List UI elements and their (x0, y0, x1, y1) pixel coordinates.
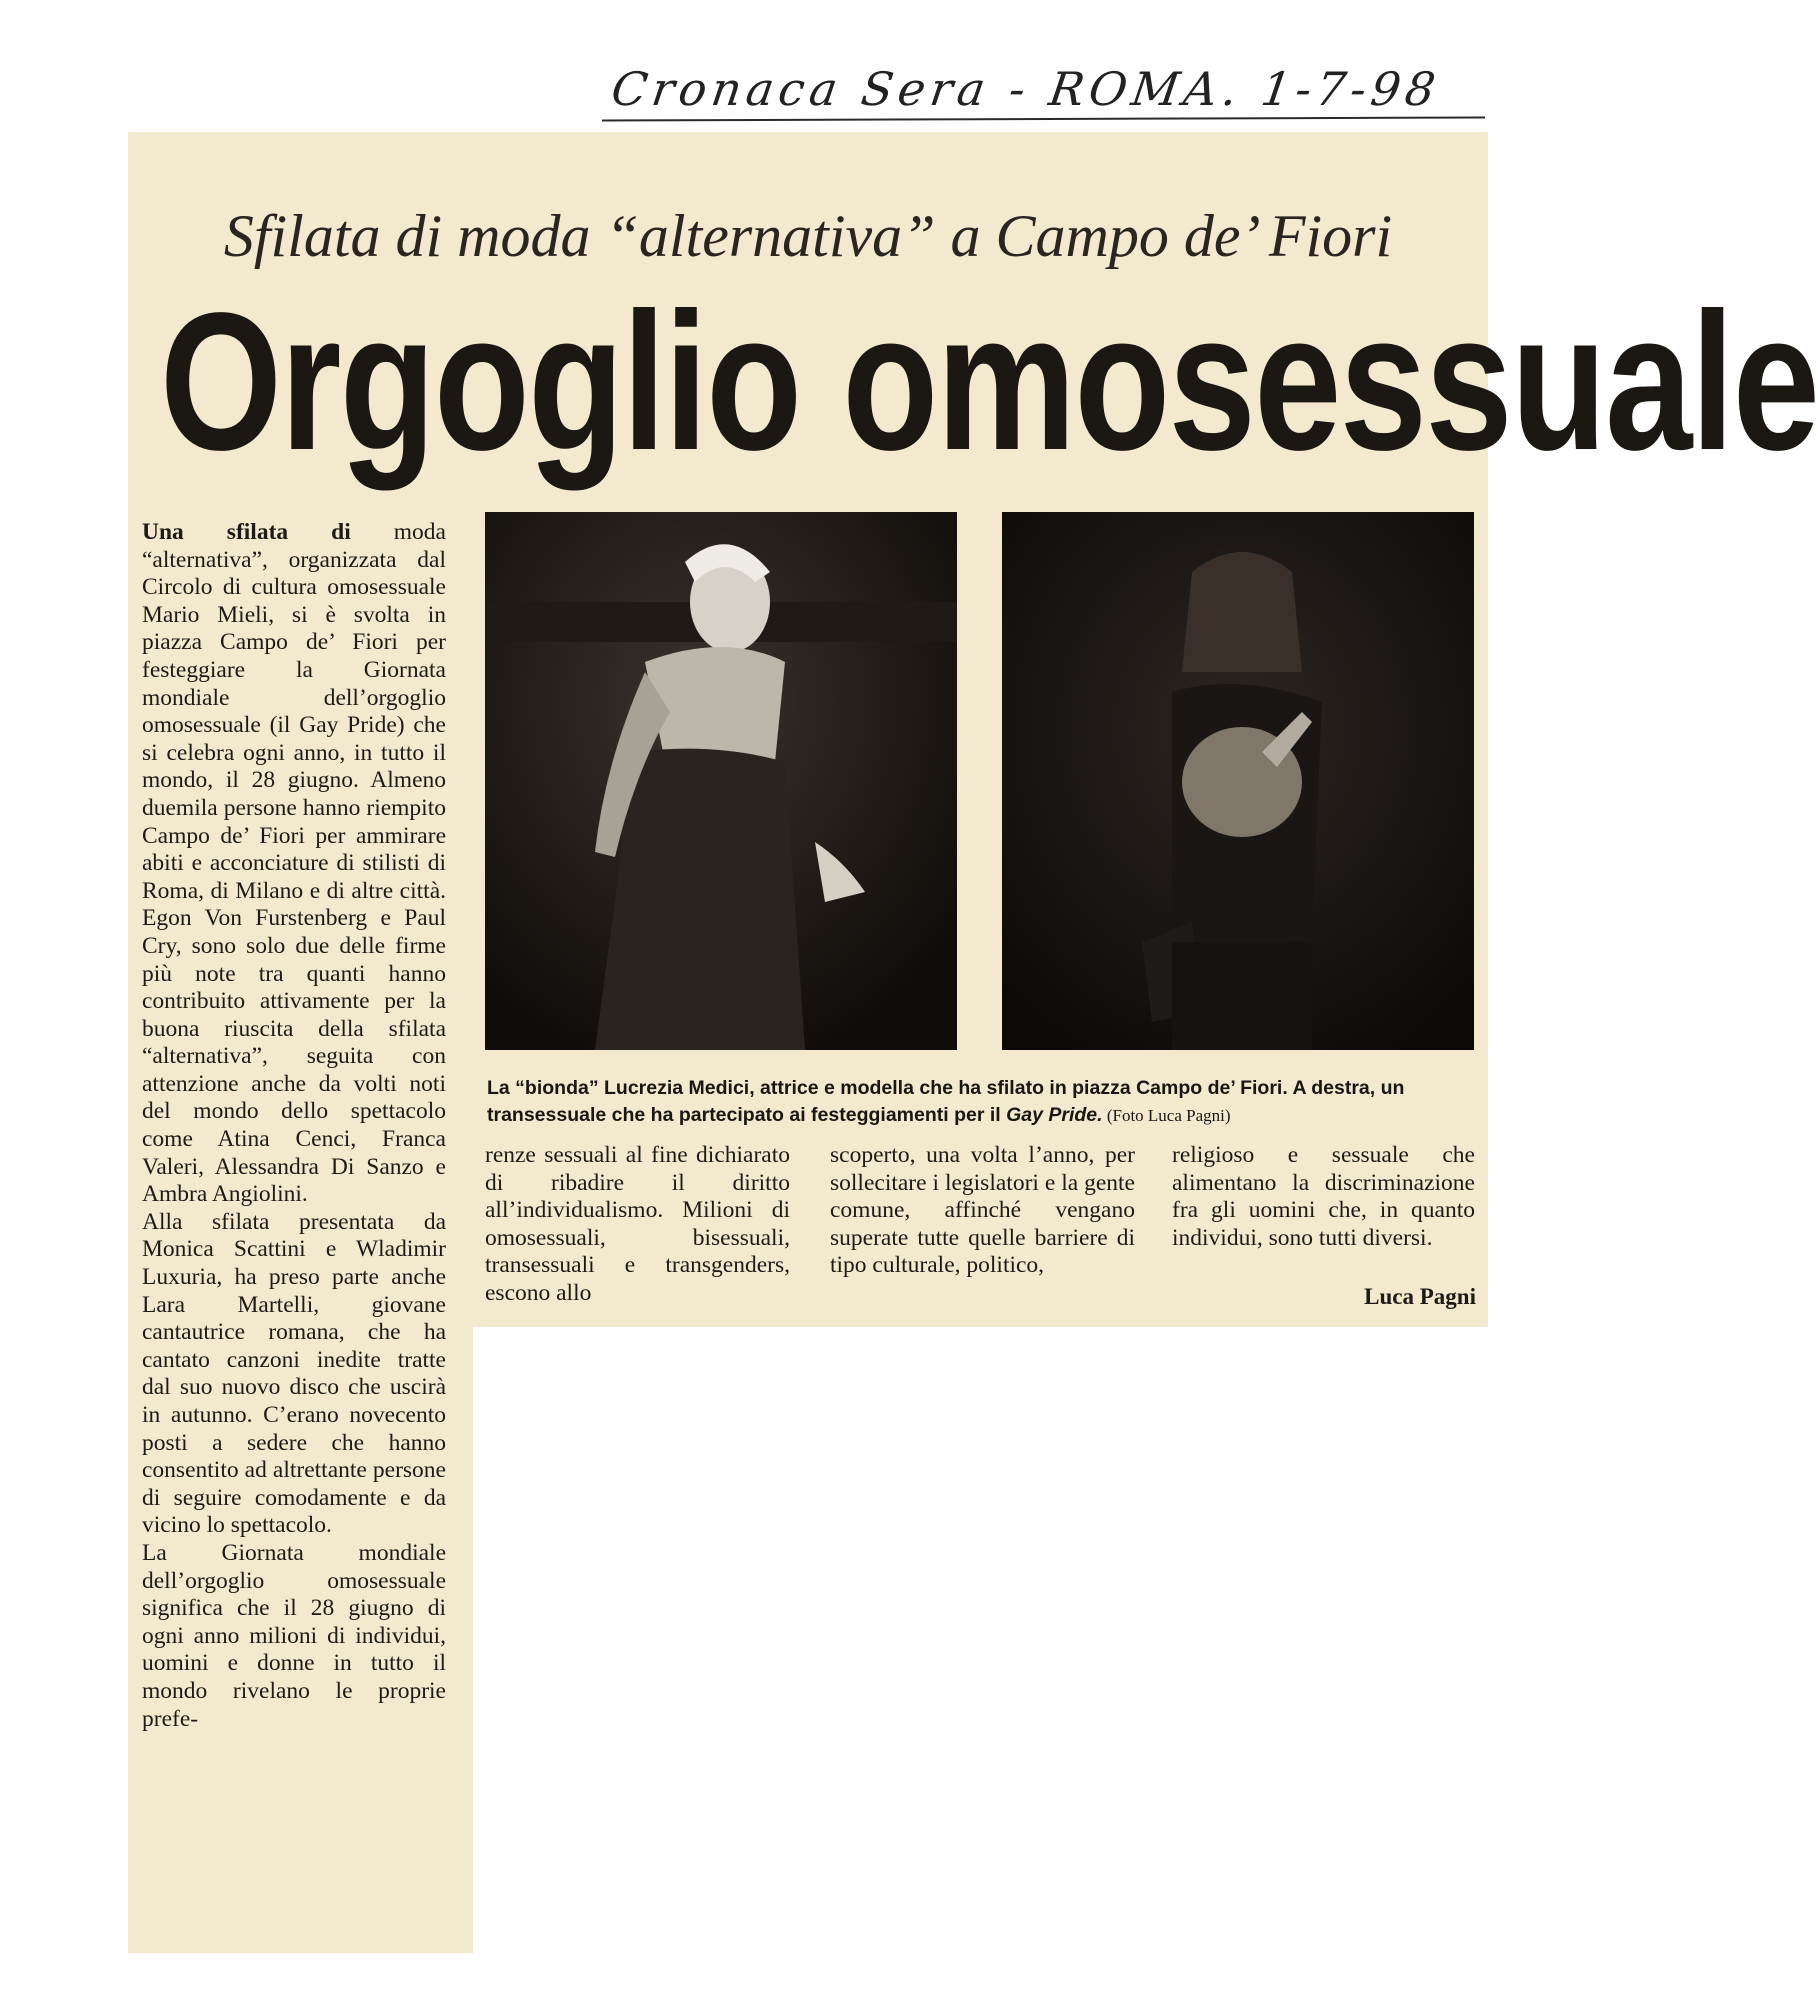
article-column-4: religioso e sessuale che alimentano la discriminazione fra gli uomini che, in quanto individui, sono tutti diversi. (1172, 1142, 1475, 1251)
photo-caption (487, 1075, 1477, 1129)
article-byline: Luca Pagni (1364, 1284, 1476, 1309)
photo-transsexual-dancer (1002, 512, 1474, 1050)
handwritten-underline (602, 116, 1485, 121)
photo-transsexual-dancer-image (1002, 512, 1474, 1050)
caption-text: La “bionda” Lucrezia Medici, attrice e modella che ha sfilato in piazza Campo de’ Fiori. A destra, un transessuale che ha partecipato ai festeggiamenti per il (487, 1077, 1405, 1126)
article-lead: Una sfilata di (142, 519, 351, 545)
caption-italic: Gay Pride. (1006, 1104, 1103, 1126)
article-body-1: moda “alternativa”, organizzata dal Circolo di cultura omosessuale Mario Mieli, si è svolta in piazza Campo de’ Fiori per festeggiare la Giornata mondiale dell’orgoglio omosessuale (il Gay Pride) che si celebra ogni anno, in tutto il mondo, il 28 giugno. Almeno duemila persone hanno riempito Campo de’ Fiori per ammirare abiti e acconciature di stilisti di Roma, di Milano e di altre città. Egon Von Furstenberg e Paul Cry, sono solo due delle firme più note tra quanti hanno contribuito attivamente per la buona riuscita della sfilata “alternativa”, seguita con attenzione anche da volti noti del mondo dello spettacolo come Atina Cenci, Franca Valeri, Alessandra Di Sanzo e Ambra Angiolini. Alla sfilata presentata da Monica Scattini e Wladimir Luxuria, ha preso parte anche Lara Martelli, giovane cantautrice romana, che ha cantato canzoni inedite tratte dal suo nuovo disco che uscirà in autunno. C’erano novecento posti a sedere che hanno consentito ad altrettante persone di seguire comodamente e da vicino lo spettacolo. La Giornata mondiale dell’orgoglio omosessuale significa che il 28 giugno di ogni anno milioni di individui, uomini e donne in tutto il mondo rivelano le proprie prefe- (142, 519, 446, 1732)
photo-credit: (Foto Luca Pagni) (1102, 1106, 1231, 1125)
photo-model-blonde-image (485, 512, 957, 1050)
photo-model-blonde (485, 512, 957, 1050)
article-headline: Orgoglio omosessuale (160, 272, 1818, 491)
article-kicker: Sfilata di moda “alternativa” a Campo de’ Fiori (223, 203, 1393, 269)
article-column-2: renze sessuali al fine dichiarato di ribadire il diritto all’individualismo. Milioni di omosessuali, bisessuali, transessuali e transgenders, escono allo (485, 1142, 790, 1306)
handwritten-source-note: Cronaca Sera - ROMA. 1-7-98 (608, 62, 1444, 116)
article-column-3: scoperto, una volta l’anno, per sollecitare i legislatori e la gente comune, affinché vengano superate tutte quelle barriere di tipo culturale, politico, (830, 1142, 1135, 1279)
article-column-1 (142, 519, 446, 1733)
